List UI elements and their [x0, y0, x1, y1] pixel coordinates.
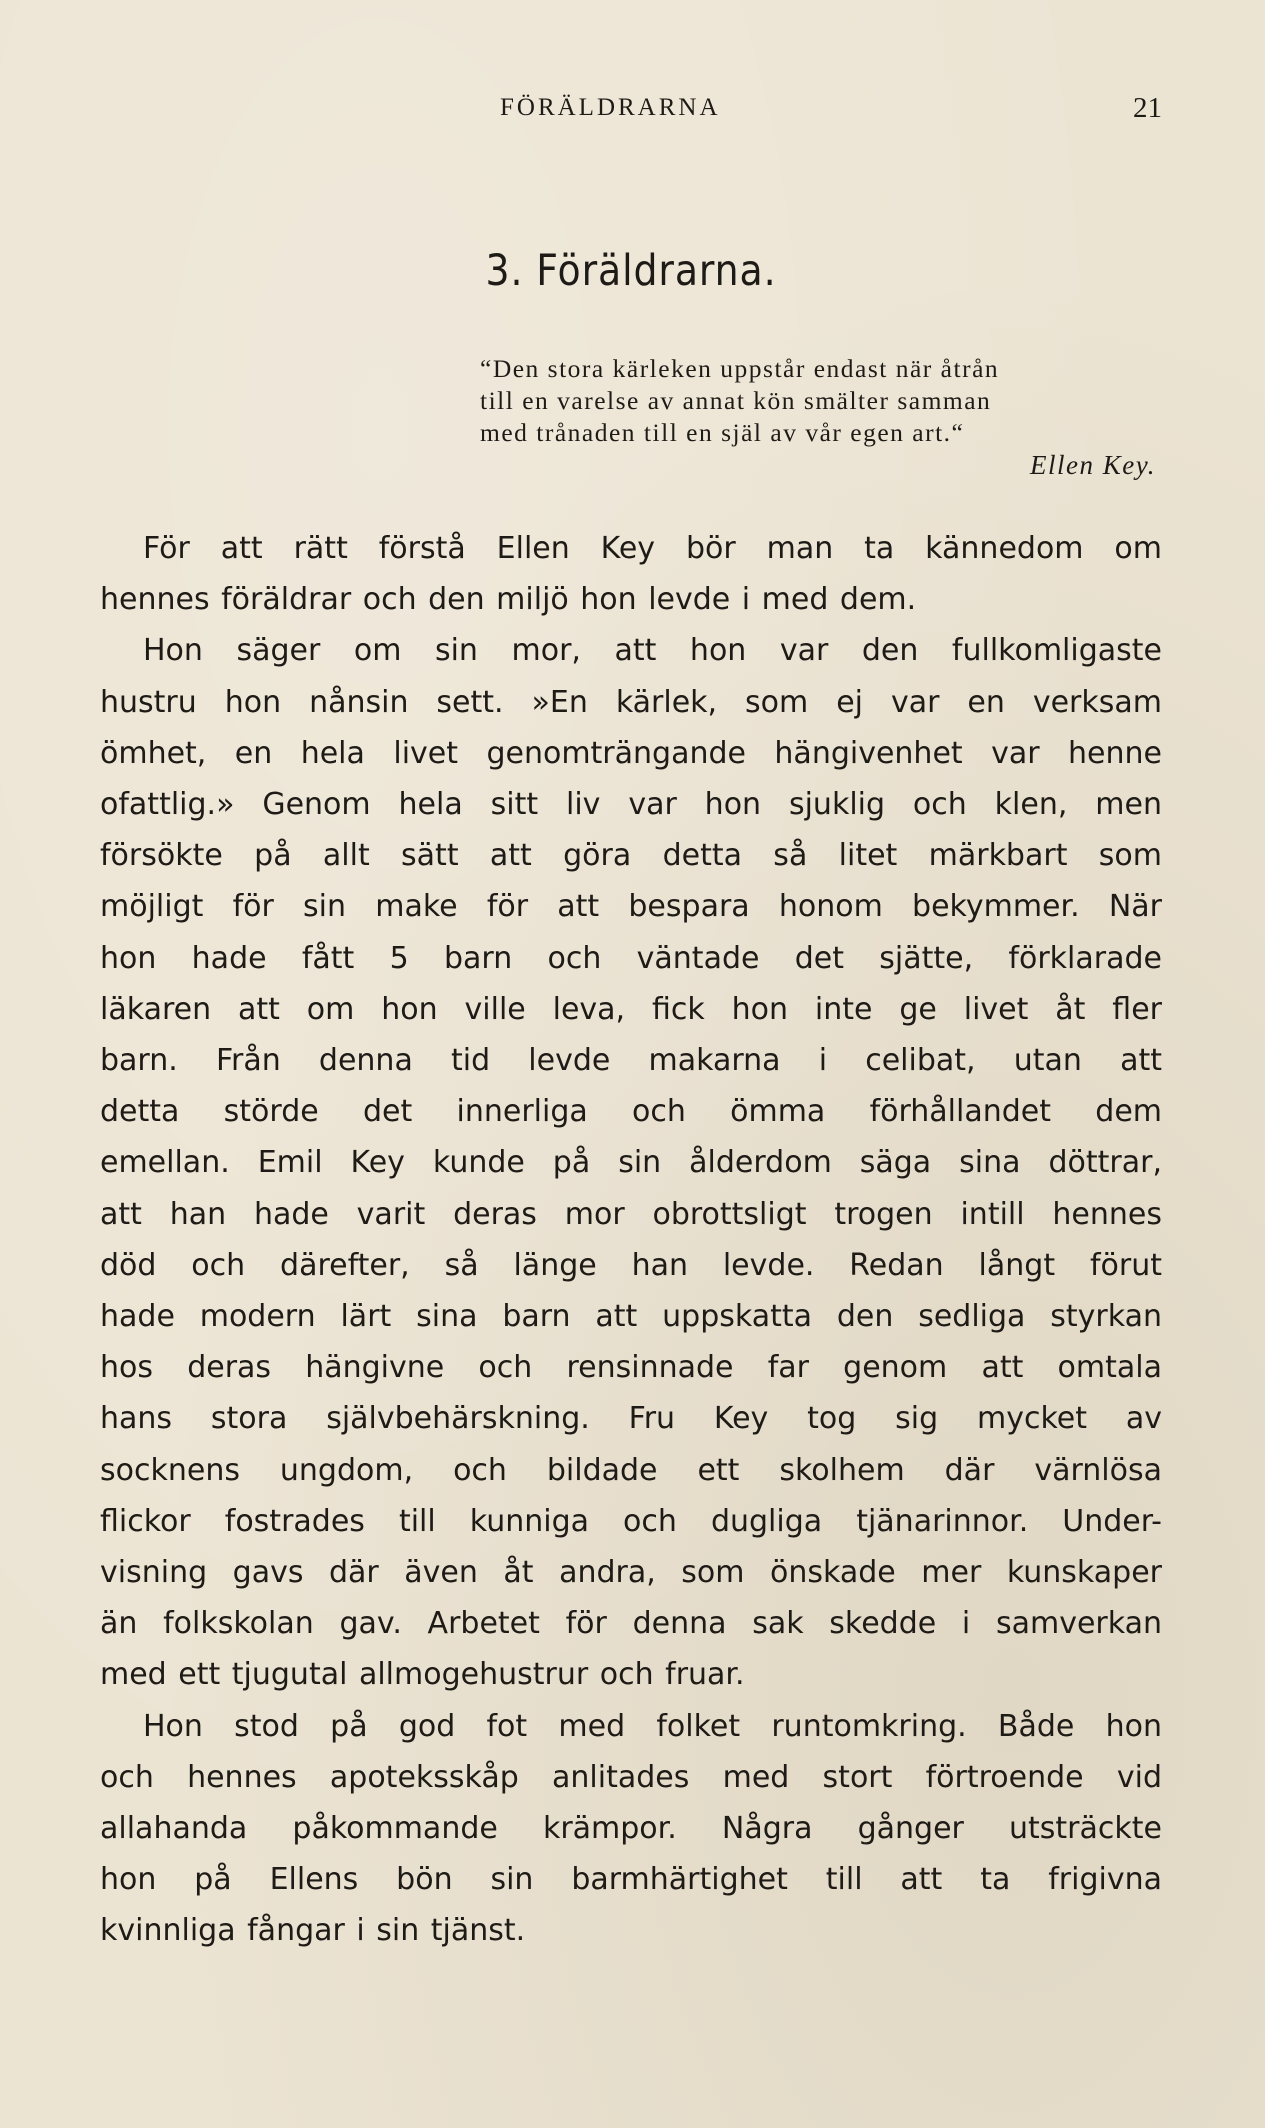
text-line: ofattlig.» Genom hela sitt liv var hon sjuklig och klen, men — [100, 787, 1162, 823]
page-number: 21 — [1133, 92, 1162, 124]
text-line: detta störde det innerliga och ömma förhållandet dem — [100, 1094, 1162, 1130]
epigraph-line: med trånaden till en själ av vår egen art.“ — [480, 418, 965, 447]
text-line: och hennes apoteksskåp anlitades med stort förtroende vid — [100, 1759, 1162, 1795]
text-line: hans stora självbehärskning. Fru Key tog sig mycket av — [100, 1401, 1162, 1437]
chapter-title: 3. Föräldrarna. — [485, 246, 777, 296]
body-text — [100, 523, 1162, 1957]
text-line: ömhet, en hela livet genomträngande hängivenhet var henne — [100, 735, 1162, 771]
text-line: hon hade fått 5 barn och väntade det sjätte, förklarade — [100, 940, 1162, 976]
text-line: Hon stod på god fot med folket runtomkring. Både hon — [143, 1708, 1162, 1744]
text-line: barn. Från denna tid levde makarna i celibat, utan att — [100, 1043, 1162, 1079]
epigraph-line: till en varelse av annat kön smälter samman — [480, 386, 992, 415]
text-line: socknens ungdom, och bildade ett skolhem där värnlösa — [100, 1452, 1162, 1488]
text-line: hade modern lärt sina barn att uppskatta den sedliga styrkan — [100, 1299, 1162, 1335]
text-line: Hon säger om sin mor, att hon var den fullkomligaste — [143, 633, 1162, 669]
text-line: visning gavs där även åt andra, som önskade mer kunskaper — [100, 1555, 1162, 1591]
text-line: För att rätt förstå Ellen Key bör man ta kännedom om — [143, 531, 1162, 566]
text-line: hennes föräldrar och den miljö hon levde i med dem. — [100, 582, 917, 618]
text-line: försökte på allt sätt att göra detta så litet märkbart som — [100, 838, 1162, 874]
text-line: flickor fostrades till kunniga och dugliga tjänarinnor. Under- — [100, 1503, 1162, 1539]
text-line: att han hade varit deras mor obrottsligt trogen intill hennes — [100, 1196, 1162, 1232]
running-head: FÖRÄLDRARNA — [500, 94, 721, 121]
text-line: emellan. Emil Key kunde på sin ålderdom säga sina döttrar, — [100, 1145, 1162, 1181]
text-line: läkaren att om hon ville leva, fick hon inte ge livet åt fler — [100, 991, 1162, 1027]
text-line: hos deras hängivne och rensinnade far genom att omtala — [100, 1350, 1162, 1386]
text-line: död och därefter, så länge han levde. Redan långt förut — [100, 1247, 1162, 1283]
paragraph-3 — [100, 1701, 1162, 1957]
text-line: allahanda påkommande krämpor. Några gånger utsträckte — [100, 1811, 1162, 1847]
text-line: hon på Ellens bön sin barmhärtighet till att ta frigivna — [100, 1862, 1162, 1898]
page-header — [100, 94, 1162, 134]
text-line: kvinnliga fångar i sin tjänst. — [100, 1913, 526, 1949]
text-line: än folkskolan gav. Arbetet för denna sak skedde i samverkan — [100, 1606, 1162, 1642]
text-line: hustru hon nånsin sett. »En kärlek, som ej var en verksam — [100, 684, 1162, 720]
paragraph-1 — [100, 523, 1162, 625]
text-line: med ett tjugutal allmogehustrur och fruar. — [100, 1657, 745, 1693]
paragraph-2 — [100, 625, 1162, 1700]
epigraph-line: “Den stora kärleken uppstår endast när åtrån — [480, 354, 1000, 383]
epigraph — [480, 353, 1170, 481]
text-line: möjligt för sin make för att bespara honom bekymmer. När — [100, 889, 1162, 925]
epigraph-author: Ellen Key. — [1030, 450, 1156, 480]
